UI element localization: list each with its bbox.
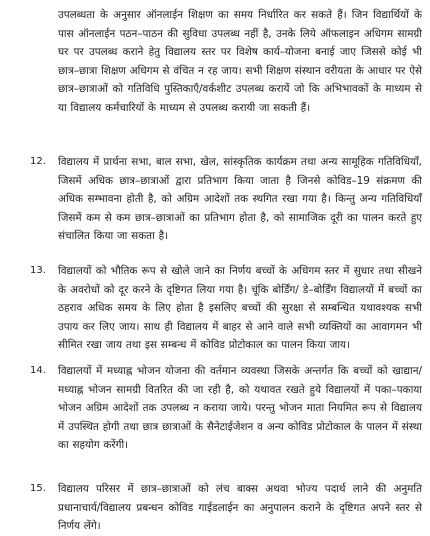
list-item [30,362,422,455]
intro-paragraph: उपलब्धता के अनुसार ऑनलाईन शिक्षण का समय निर्धारित कर सकते हैं। जिन विद्यार्थियों के पास ऑनलाईन पठन–पाठन की सुविधा उपलब्ध नहीं है, उनके लिये ऑफलाइन अधिगम सामग्री घर पर उपलब्ध कराने हेतु विद्यालय स्तर पर विशेष कार्य–योजना बनाई जाए जिससे कोई भी छात्र–छात्रा शिक्षण अधिगम से वंचित न रह जाय। सभी शिक्षण संस्थान वरीयता के आधार पर ऐसे छात्र–छात्राओं को गतिविधि पुस्तिकाएँ/वर्कशीट उपलब्ध करायें जो कि अभिभावकों के माध्यम से या विद्यालय कर्मचारियों के माध्यम से उपलब्ध करायी जा सकती हैं। [58,9,422,114]
list-item [30,480,422,536]
list-item [30,153,422,246]
item-text: विद्यालय परिसर में छात्र–छात्राओं को लंच बाक्स अथवा भोज्य पदार्थ लाने की अनुमति प्रधानाचार्य/विद्यालय प्रबन्धन कोविड गाईडलाईन का अनुपालन कराने के दृष्टिगत अपने स्तर से निर्णय लेंगे। [58,483,422,532]
item-number: 15. [30,483,46,494]
item-number: 14. [30,365,46,376]
list-item [30,262,422,355]
item-text: विद्यालय में प्रार्थना सभा, बाल सभा, खेल, सांस्कृतिक कार्यक्रम तथा अन्य सामूहिक गतिविधियाँ, जिसमें अधिक छात्र–छात्राओं द्वारा प्रतिभाग किया जाता है जिनसे कोविड–19 संक्रमण की अधिक सम्भावना होती है, को अग्रिम आदेशों तक स्थगित रखा गया है। किन्तु अन्य गतिविधियाँ जिसमें कम से कम छात्र–छात्राओं का प्रतिभाग होता है, को सामाजिक दूरी का पालन करते हुए संचालित किया जा सकता है। [58,156,422,242]
item-text: विद्यालयों में मध्याह्न भोजन योजना की वर्तमान व्यवस्था जिसके अन्तर्गत कि बच्चों को खाद्यान/मध्याह्न भोजन सामग्री वितरित की जा रही है, को यथावत रखते हुये विद्यालयों में पका–पकाया भोजन अग्रिम आदेशों तक उपलब्ध न कराया जाये। परन्तु भोजन माता नियमित रूप से विद्यालय में उपस्थित होगी तथा छात्र छात्राओं के सैनेटाईजेशन व अन्य कोविड प्रोटोकाल के पालन में संस्था का सहयोग करेंगी। [58,365,422,451]
item-number: 13. [30,265,46,276]
item-number: 12. [30,156,46,167]
item-text: विद्यालयों को भौतिक रूप से खोले जाने का निर्णय बच्चों के अधिगम स्तर में सुधार तथा सीखने के अवरोधों को दूर करने के दृष्टिगत लिया गया है। चूंकि बोर्डिंग/ डे–बोर्डिंग विद्यालयों में बच्चों का ठहराव अधिक समय के लिए होता है इसलिए बच्चों की सुरक्षा से सम्बन्धित यथावश्यक सभी उपाय कर लिए जाय। साथ ही विद्यालय में बाहर से आने वाले सभी व्यक्तियों का आवागमन भी सीमित रखा जाय तथा इस सम्बन्ध में कोविड प्रोटोकाल का पालन किया जाय। [58,265,422,351]
